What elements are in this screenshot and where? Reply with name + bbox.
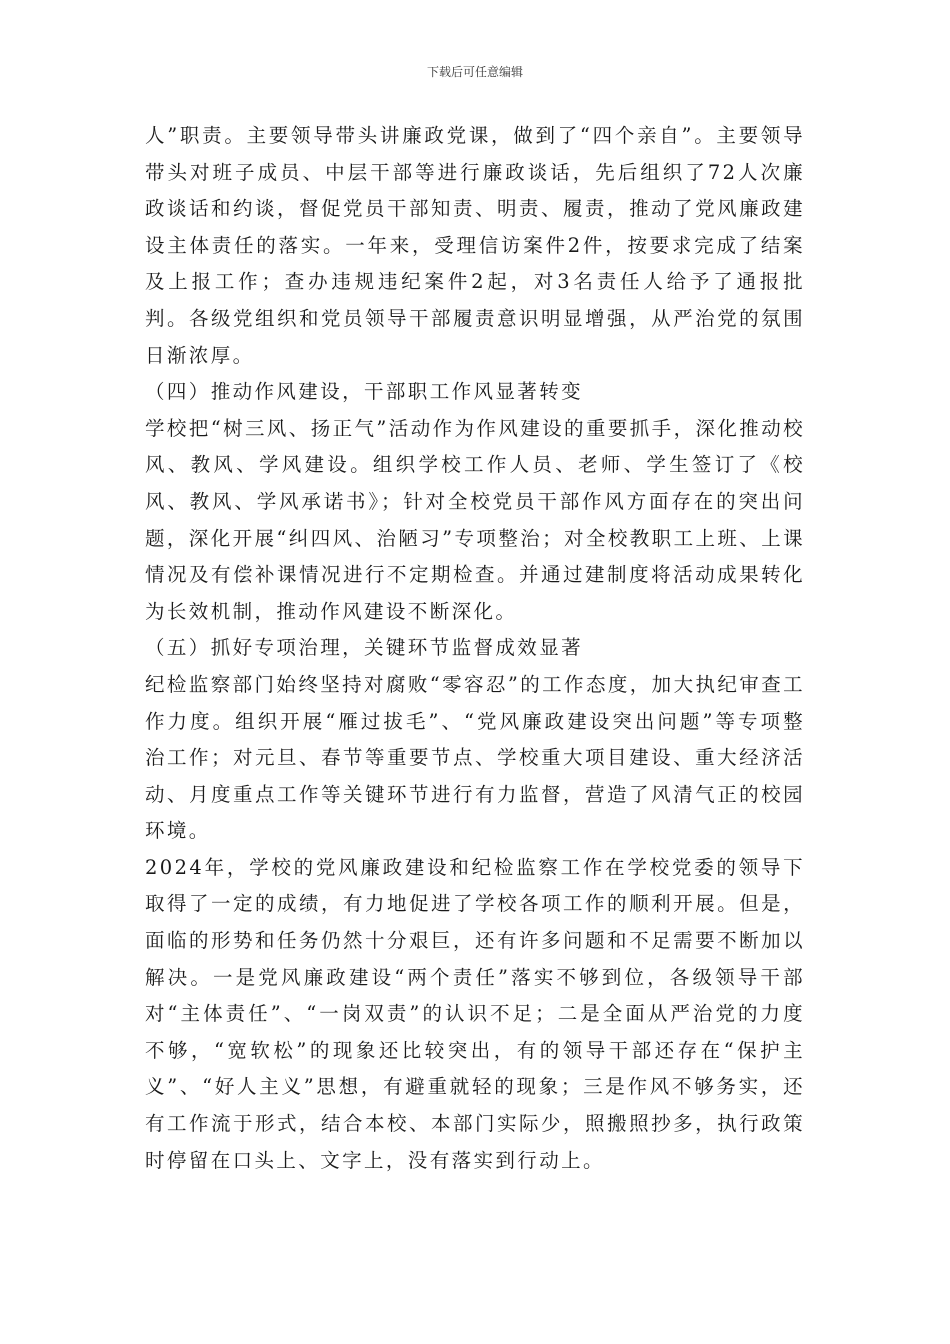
paragraph-summary-problems: 2024年，学校的党风廉政建设和纪检监察工作在学校党委的领导下取得了一定的成绩，有力地促进了学校各项工作的顺利开展。但是，面临的形势和任务仍然十分艰巨，还有许多问题和不足需要不断加以解决。一是党风廉政建设“两个责任”落实不够到位，各级领导干部对“主体责任”、“一岗双责”的认识不足；二是全面从严治党的力度不够，“宽软松”的现象还比较突出，有的领导干部还存在“保护主义”、“好人主义”思想，有避重就轻的现象；三是作风不够务实，还有工作流于形式，结合本校、本部门实际少，照搬照抄多，执行政策时停留在口头上、文字上，没有落实到行动上。 [145,855,805,1172]
document-body [145,118,805,1179]
section-heading-4: （四）推动作风建设，干部职工作风显著转变 [145,380,584,404]
paragraph-work-style: 学校把“树三风、扬正气”活动作为作风建设的重要抓手，深化推动校风、教风、学风建设。组织学校工作人员、老师、学生签订了《校风、教风、学风承诺书》；针对全校党员干部作风方面存在的突出问题，深化开展“纠四风、治陋习”专项整治；对全校教职工上班、上课情况及有偿补课情况进行不定期检查。并通过建制度将活动成果转化为长效机制，推动作风建设不断深化。 [145,416,805,623]
section-heading-5: （五）抓好专项治理，关键环节监督成效显著 [145,636,584,660]
page-header: 下载后可任意编辑 [426,65,523,79]
paragraph-responsibility: 人”职责。主要领导带头讲廉政党课，做到了“四个亲自”。主要领导带头对班子成员、中层干部等进行廉政谈话，先后组织了72人次廉政谈话和约谈，督促党员干部知责、明责、履责，推动了党风廉政建设主体责任的落实。一年来，受理信访案件2件，按要求完成了结案及上报工作；查办违规违纪案件2起，对3名责任人给予了通报批判。各级党组织和党员领导干部履责意识明显增强，从严治党的氛围日渐浓厚。 [145,124,805,367]
paragraph-special-governance: 纪检监察部门始终坚持对腐败“零容忍”的工作态度，加大执纪审查工作力度。组织开展“雁过拔毛”、“党风廉政建设突出问题”等专项整治工作；对元旦、春节等重要节点、学校重大项目建设、重大经济活动、月度重点工作等关键环节进行有力监督，营造了风清气正的校园环境。 [145,672,805,843]
